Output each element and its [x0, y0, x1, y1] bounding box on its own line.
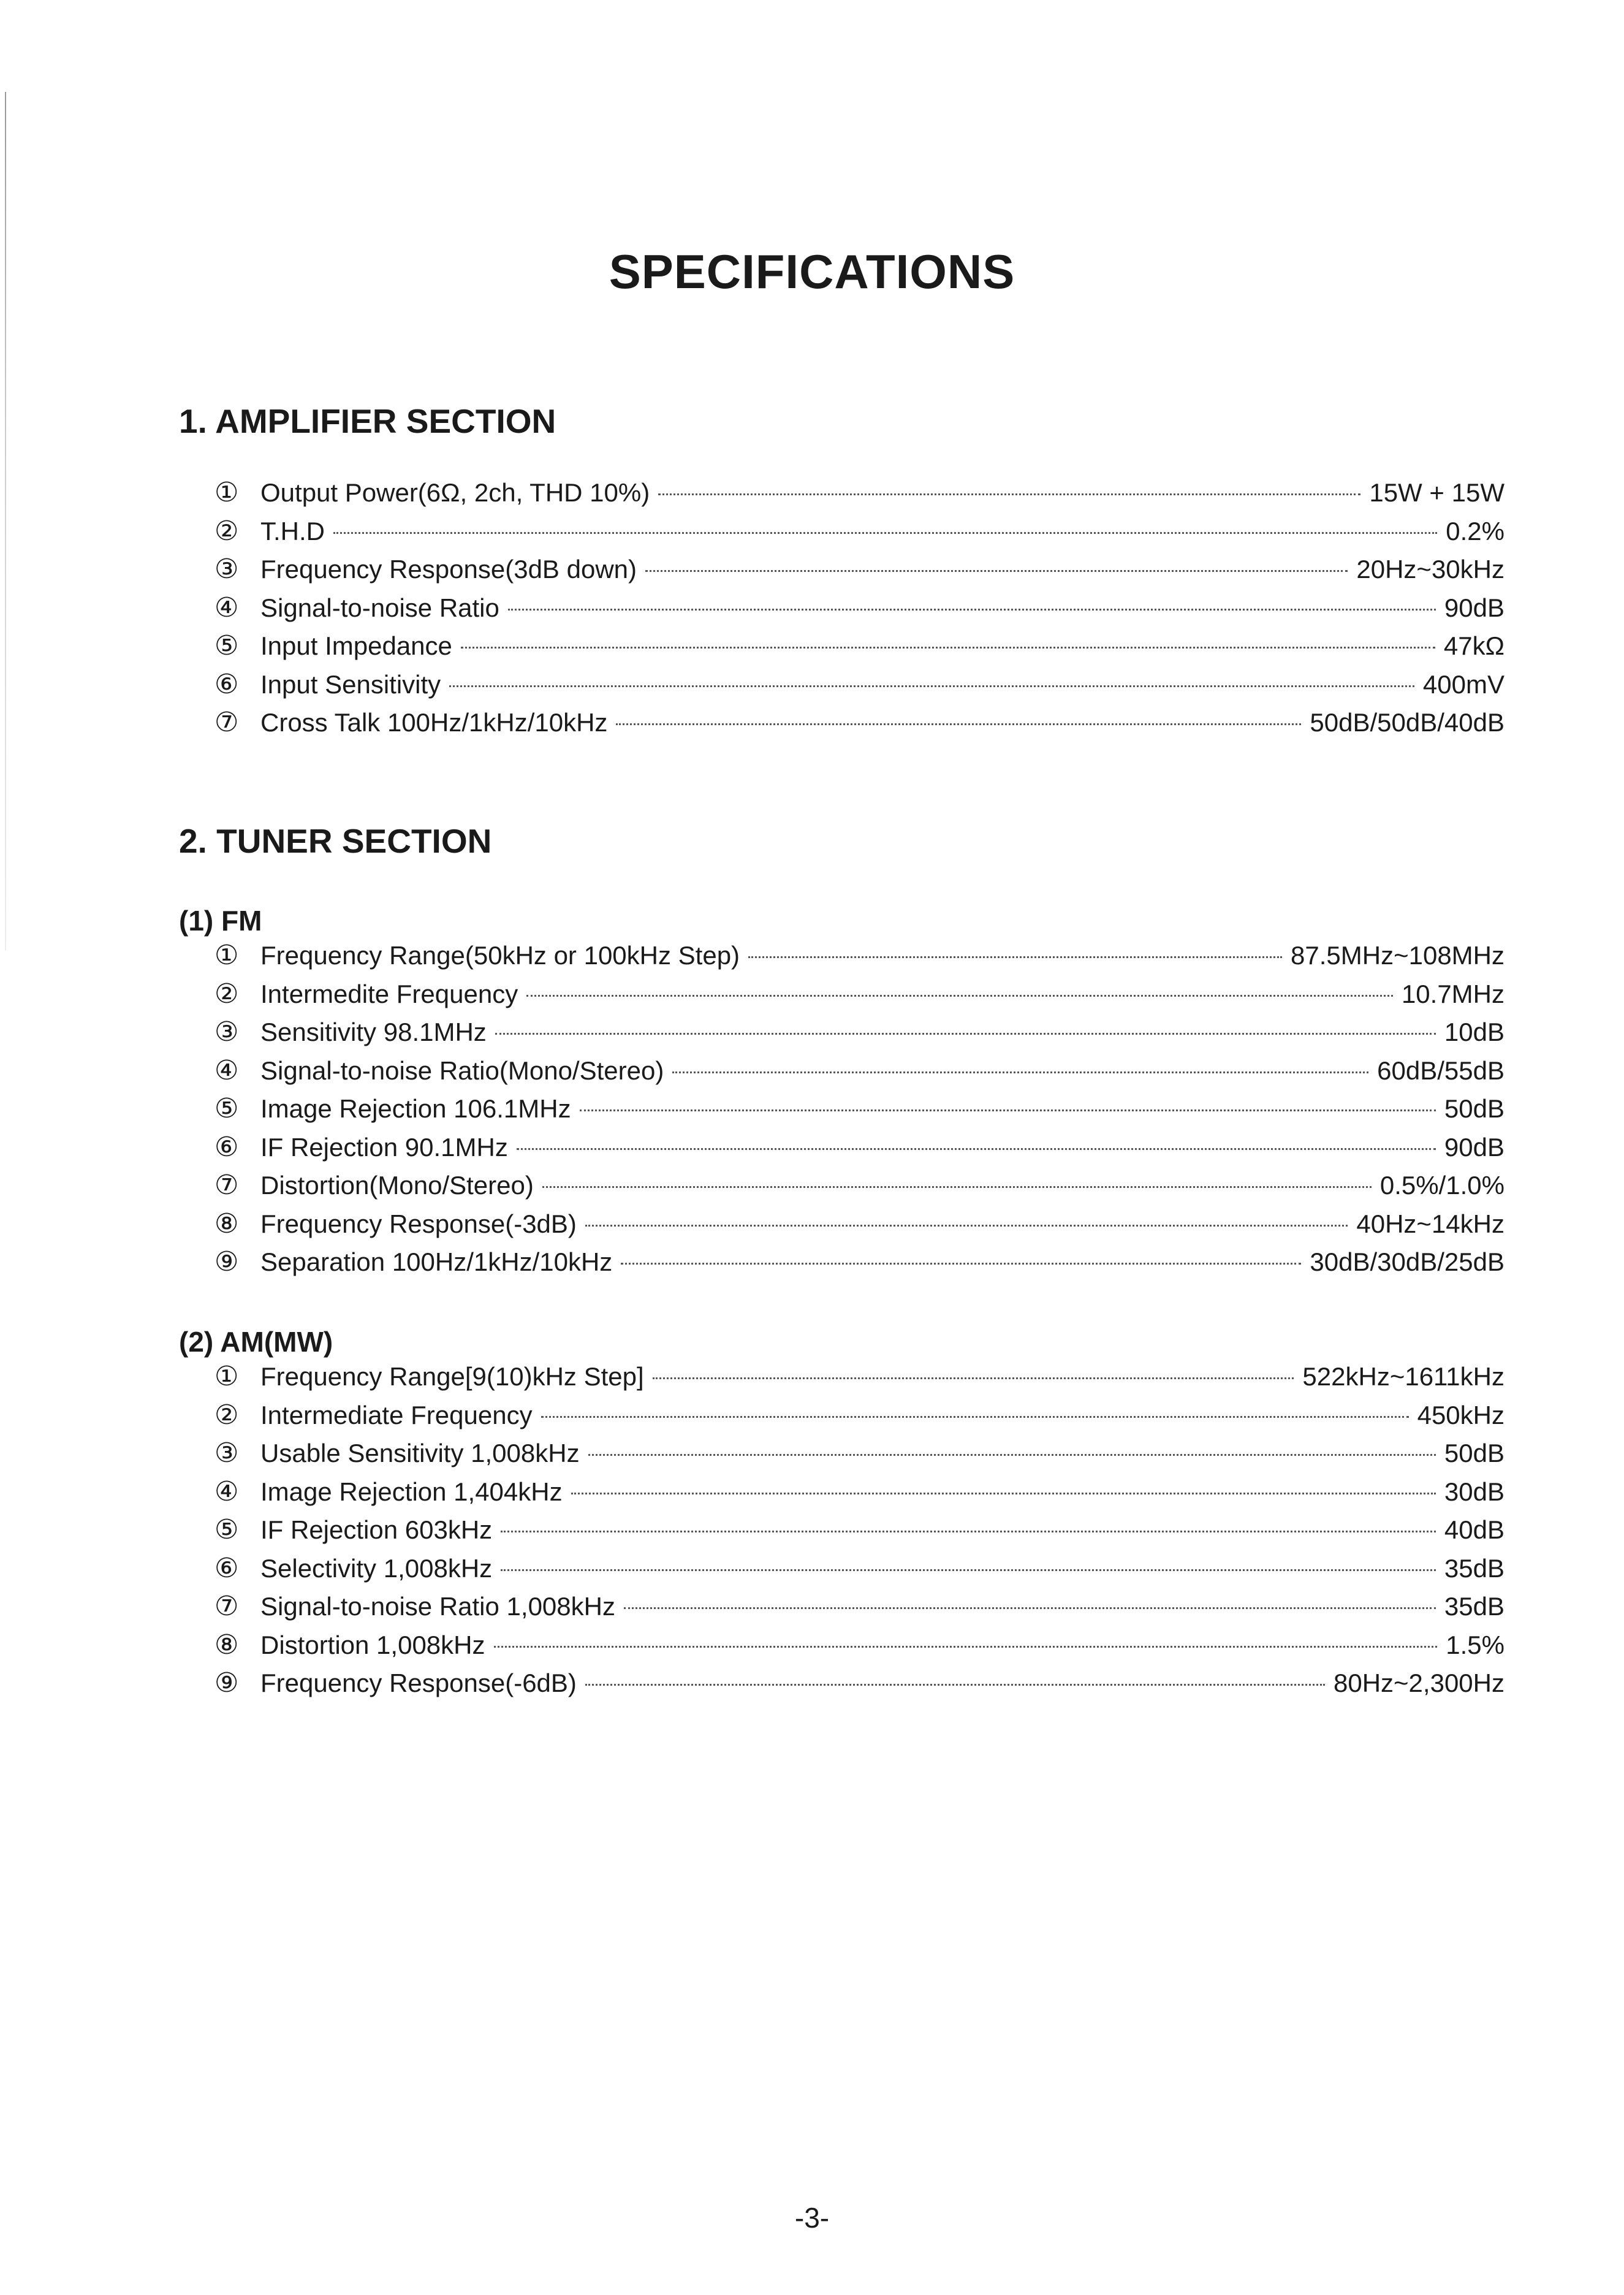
- spec-value: 40Hz~14kHz: [1356, 1209, 1504, 1238]
- spec-row: [214, 1246, 1504, 1285]
- spec-label: Input Sensitivity: [260, 669, 441, 699]
- spec-label: Frequency Range(50kHz or 100kHz Step): [260, 941, 740, 970]
- dot-leader: [494, 1646, 1438, 1648]
- item-number: ③: [214, 1437, 239, 1469]
- dot-leader: [645, 570, 1348, 572]
- spec-label: Sensitivity 98.1MHz: [260, 1018, 487, 1046]
- spec-value: 15W + 15W: [1369, 478, 1504, 507]
- spec-label: T.H.D: [260, 516, 325, 546]
- item-number: ⑨: [214, 1246, 239, 1277]
- am-spec-list: [214, 1361, 1504, 1706]
- item-number: ⑥: [214, 1552, 239, 1584]
- spec-row: [214, 1553, 1504, 1591]
- spec-row: [214, 1208, 1504, 1247]
- spec-label: Image Rejection 106.1MHz: [260, 1094, 571, 1123]
- dot-leader: [449, 685, 1414, 687]
- dot-leader: [542, 1186, 1372, 1188]
- dot-leader: [517, 1148, 1436, 1150]
- spec-label: IF Rejection 603kHz: [260, 1515, 493, 1544]
- spec-value: 50dB: [1444, 1094, 1504, 1123]
- spec-label: Cross Talk 100Hz/1kHz/10kHz: [260, 708, 608, 737]
- dot-leader: [526, 995, 1393, 997]
- am-subsection-heading: (2) AM(MW): [179, 1326, 333, 1358]
- page-title: SPECIFICATIONS: [609, 245, 1015, 299]
- spec-value: 0.5%/1.0%: [1379, 1171, 1504, 1200]
- spec-label: Signal-to-noise Ratio: [260, 593, 499, 622]
- spec-row: [214, 1016, 1504, 1055]
- dot-leader: [748, 956, 1282, 958]
- spec-label: Usable Sensitivity 1,008kHz: [260, 1439, 580, 1467]
- spec-row: [214, 592, 1504, 631]
- spec-label: Output Power(6Ω, 2ch, THD 10%): [260, 478, 650, 507]
- dot-leader: [672, 1071, 1368, 1073]
- dot-leader: [585, 1225, 1348, 1227]
- dot-leader: [624, 1607, 1436, 1609]
- item-number: ①: [214, 1361, 239, 1392]
- item-number: ⑨: [214, 1667, 239, 1699]
- dot-leader: [541, 1416, 1409, 1418]
- item-number: ⑧: [214, 1629, 239, 1661]
- spec-row: [214, 1055, 1504, 1094]
- item-number: ③: [214, 554, 239, 585]
- spec-value: 90dB: [1444, 1132, 1504, 1162]
- spec-label: Signal-to-noise Ratio(Mono/Stereo): [260, 1056, 664, 1085]
- item-number: ⑧: [214, 1208, 239, 1239]
- spec-value: 450kHz: [1417, 1400, 1504, 1429]
- spec-row: [214, 477, 1504, 516]
- spec-label: Intermediate Frequency: [260, 1400, 533, 1429]
- spec-value: 50dB/50dB/40dB: [1310, 708, 1504, 737]
- spec-value: 87.5MHz~108MHz: [1291, 941, 1504, 970]
- dot-leader: [653, 1377, 1294, 1379]
- item-number: ②: [214, 515, 239, 547]
- spec-row: [214, 1132, 1504, 1170]
- spec-label: Frequency Response(3dB down): [260, 555, 637, 584]
- item-number: ②: [214, 978, 239, 1010]
- spec-row: [214, 1437, 1504, 1476]
- item-number: ④: [214, 1054, 239, 1086]
- spec-row: [214, 1399, 1504, 1438]
- dot-leader: [501, 1531, 1436, 1532]
- spec-value: 10dB: [1444, 1018, 1504, 1046]
- item-number: ②: [214, 1399, 239, 1431]
- spec-row: [214, 1667, 1504, 1706]
- spec-value: 400mV: [1422, 669, 1504, 699]
- spec-value: 50dB: [1444, 1439, 1504, 1467]
- spec-value: 30dB/30dB/25dB: [1310, 1247, 1504, 1276]
- spec-row: [214, 630, 1504, 669]
- fm-spec-list: [214, 940, 1504, 1285]
- item-number: ④: [214, 1475, 239, 1507]
- spec-row: [214, 554, 1504, 592]
- spec-row: [214, 940, 1504, 978]
- scan-edge-mark: [5, 92, 6, 950]
- spec-row: [214, 1093, 1504, 1132]
- spec-label: Intermedite Frequency: [260, 979, 518, 1008]
- spec-row: [214, 978, 1504, 1017]
- spec-value: 1.5%: [1446, 1630, 1504, 1659]
- spec-label: Distortion(Mono/Stereo): [260, 1171, 534, 1200]
- spec-row: [214, 1170, 1504, 1208]
- spec-label: Separation 100Hz/1kHz/10kHz: [260, 1247, 613, 1276]
- spec-label: IF Rejection 90.1MHz: [260, 1132, 508, 1162]
- spec-label: Input Impedance: [260, 631, 452, 660]
- spec-label: Frequency Response(-6dB): [260, 1669, 577, 1697]
- spec-row: [214, 669, 1504, 707]
- spec-value: 10.7MHz: [1401, 979, 1504, 1008]
- dot-leader: [461, 647, 1435, 649]
- item-number: ⑤: [214, 630, 239, 661]
- spec-value: 35dB: [1444, 1553, 1504, 1583]
- spec-row: [214, 1361, 1504, 1399]
- dot-leader: [571, 1493, 1436, 1494]
- dot-leader: [333, 532, 1437, 534]
- dot-leader: [501, 1569, 1436, 1571]
- spec-label: Frequency Response(-3dB): [260, 1209, 577, 1238]
- spec-label: Frequency Range[9(10)kHz Step]: [260, 1362, 644, 1391]
- item-number: ⑦: [214, 1591, 239, 1622]
- spec-value: 35dB: [1444, 1592, 1504, 1621]
- item-number: ①: [214, 477, 239, 508]
- spec-value: 90dB: [1444, 593, 1504, 622]
- spec-row: [214, 516, 1504, 554]
- spec-row: [214, 1476, 1504, 1515]
- spec-value: 20Hz~30kHz: [1356, 555, 1504, 584]
- item-number: ⑦: [214, 1170, 239, 1201]
- item-number: ③: [214, 1016, 239, 1048]
- item-number: ⑥: [214, 668, 239, 700]
- item-number: ④: [214, 592, 239, 623]
- dot-leader: [616, 723, 1301, 725]
- item-number: ⑥: [214, 1131, 239, 1163]
- amplifier-spec-list: [214, 477, 1504, 745]
- dot-leader: [588, 1454, 1436, 1456]
- spec-label: Signal-to-noise Ratio 1,008kHz: [260, 1592, 615, 1621]
- spec-value: 80Hz~2,300Hz: [1333, 1669, 1504, 1697]
- spec-row: [214, 1629, 1504, 1668]
- spec-value: 30dB: [1444, 1477, 1504, 1506]
- spec-value: 40dB: [1444, 1515, 1504, 1544]
- spec-label: Selectivity 1,008kHz: [260, 1553, 493, 1583]
- dot-leader: [621, 1263, 1301, 1265]
- item-number: ①: [214, 940, 239, 971]
- spec-label: Distortion 1,008kHz: [260, 1630, 485, 1659]
- item-number: ⑤: [214, 1093, 239, 1124]
- spec-row: [214, 1591, 1504, 1629]
- tuner-section-heading: 2. TUNER SECTION: [179, 822, 492, 860]
- dot-leader: [585, 1684, 1325, 1686]
- spec-value: 522kHz~1611kHz: [1302, 1362, 1504, 1391]
- dot-leader: [508, 609, 1436, 611]
- dot-leader: [495, 1033, 1436, 1035]
- spec-value: 0.2%: [1446, 516, 1504, 546]
- spec-label: Image Rejection 1,404kHz: [260, 1477, 563, 1506]
- amplifier-section-heading: 1. AMPLIFIER SECTION: [179, 402, 556, 440]
- page-number: -3-: [794, 2202, 830, 2234]
- item-number: ⑦: [214, 707, 239, 738]
- spec-value: 60dB/55dB: [1377, 1056, 1504, 1085]
- spec-row: [214, 707, 1504, 745]
- item-number: ⑤: [214, 1514, 239, 1545]
- spec-value: 47kΩ: [1443, 631, 1504, 660]
- dot-leader: [658, 493, 1360, 495]
- dot-leader: [580, 1109, 1436, 1111]
- fm-subsection-heading: (1) FM: [179, 905, 262, 937]
- spec-row: [214, 1514, 1504, 1553]
